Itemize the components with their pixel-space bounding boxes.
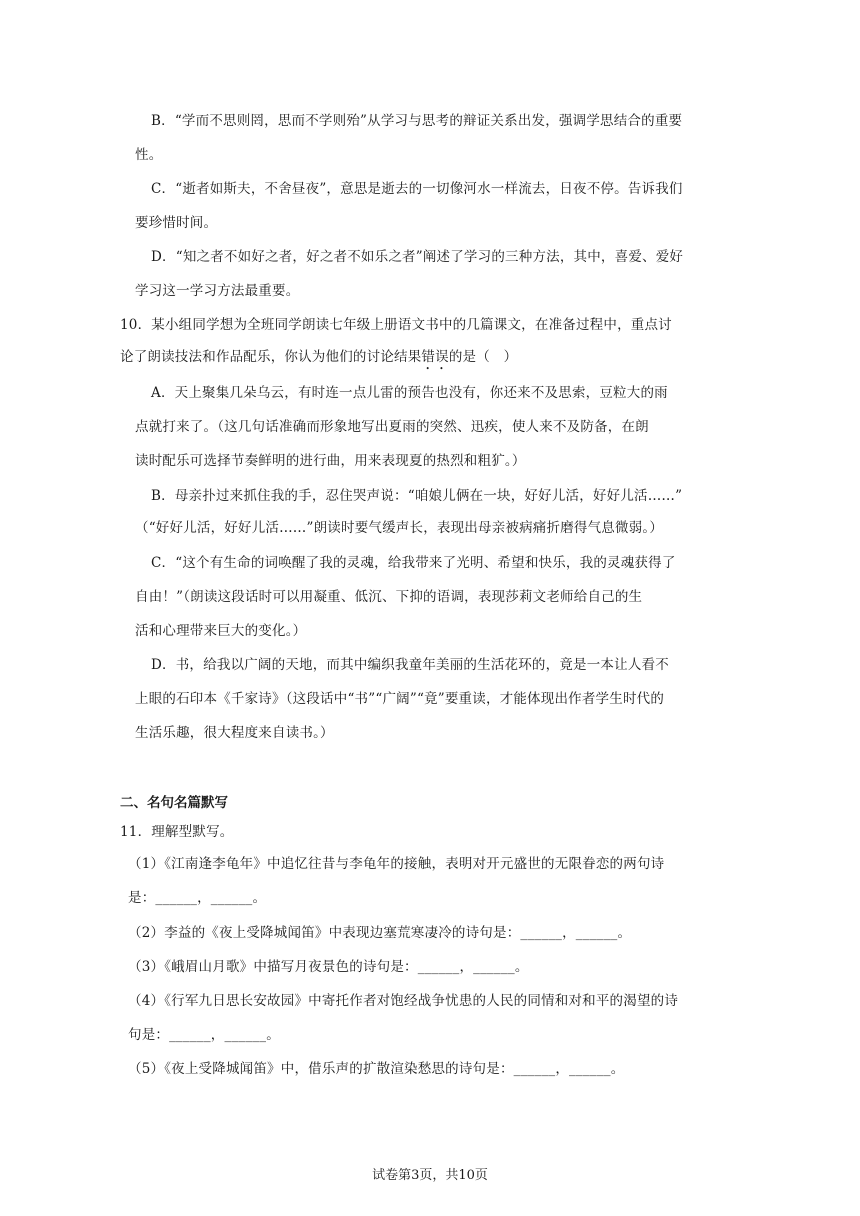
q11-title: 11．理解型默写。 (120, 824, 234, 840)
q10-option-b-line2: （“好好儿活，好好儿活……”朗读时要气缓声长，表现出母亲被病痛折磨得气息微弱。） (135, 520, 664, 536)
section-heading: 二、名句名篇默写 (120, 795, 228, 811)
q9-option-c-line1: C．“逝者如斯夫，不舍昼夜”，意思是逝去的一切像河水一样流去，日夜不停。告诉我们 (151, 181, 683, 197)
q9-option-b-line1: B．“学而不思则罔，思而不学则殆”从学习与思考的辩证关系出发，强调学思结合的重要 (151, 113, 683, 129)
q10-option-c-line1: C．“这个有生命的词唤醒了我的灵魂，给我带来了光明、希望和快乐，我的灵魂获得了 (151, 555, 676, 571)
q10-option-c-line2: 自由！”（朗读这段话时可以用凝重、低沉、下抑的语调，表现莎莉文老师给自己的生 (135, 589, 643, 605)
q10-option-d-line3: 生活乐趣，很大程度来自读书。） (135, 725, 334, 741)
page-footer: 试卷第3页，共10页 (372, 1168, 488, 1183)
q10-stem-line2-pre: 论了朗读技法和作品配乐，你认为他们的讨论结果 (120, 349, 422, 365)
q9-option-d-line1: D．“知之者不如好之者，好之者不如乐之者”阐述了学习的三种方法，其中，喜爱、爱好 (151, 249, 684, 265)
q10-stem-line1: 10．某小组同学想为全班同学朗读七年级上册语文书中的几篇课文，在准备过程中，重点讨 (120, 317, 672, 333)
q11-sub1-line2: 是：______，______。 (128, 890, 267, 906)
q10-option-a-line2: 点就打来了。（这几句话准确而形象地写出夏雨的突然、迅疾，使人来不及防备，在朗 (135, 419, 649, 435)
q10-option-d-line1: D．书，给我以广阔的天地，而其中编织我童年美丽的生活花环的，竟是一本让人看不 (151, 657, 669, 673)
q11-sub3: （3）《峨眉山月歌》中描写月夜景色的诗句是：______，______。 (128, 959, 529, 975)
q10-stem-emphasis: 错误 (421, 349, 449, 365)
q11-sub4-line2: 句是：______，______。 (128, 1027, 280, 1043)
q9-option-d-line2: 学习这一学习方法最重要。 (135, 283, 300, 299)
q11-sub4-line1: （4）《行军九日思长安故园》中寄托作者对饱经战争忧患的人民的同情和对和平的渴望的诗 (128, 993, 679, 1009)
q10-stem-line2-post: 的是（ ） (448, 349, 518, 365)
q11-sub1-line1: （1）《江南逢李龟年》中追忆往昔与李龟年的接触，表明对开元盛世的无限眷恋的两句诗 (128, 856, 665, 872)
q11-sub5: （5）《夜上受降城闻笛》中，借乐声的扩散渲染愁思的诗句是：______，______。 (128, 1061, 625, 1077)
q10-option-a-line3: 读时配乐可选择节奏鲜明的进行曲，用来表现夏的热烈和粗犷。） (135, 453, 526, 469)
q9-option-b-line2: 性。 (135, 147, 163, 163)
q10-option-d-line2: 上眼的石印本《千家诗》（这段话中“书”“广阔”“竟”要重读，才能体现出作者学生时代的 (135, 691, 665, 707)
q10-option-b-line1: B．母亲扑过来抓住我的手，忍住哭声说：“咱娘儿俩在一块，好好儿活，好好儿活……” (151, 488, 683, 504)
q10-option-a-line1: A．天上聚集几朵乌云，有时连一点儿雷的预告也没有，你还来不及思索，豆粒大的雨 (151, 385, 668, 401)
q11-sub2: （2）李益的《夜上受降城闻笛》中表现边塞荒寒凄冷的诗句是：______，______。 (128, 925, 632, 941)
q10-stem-line2 (120, 348, 517, 373)
q9-option-c-line2: 要珍惜时间。 (135, 215, 218, 231)
q10-option-c-line3: 活和心理带来巨大的变化。） (135, 623, 307, 639)
